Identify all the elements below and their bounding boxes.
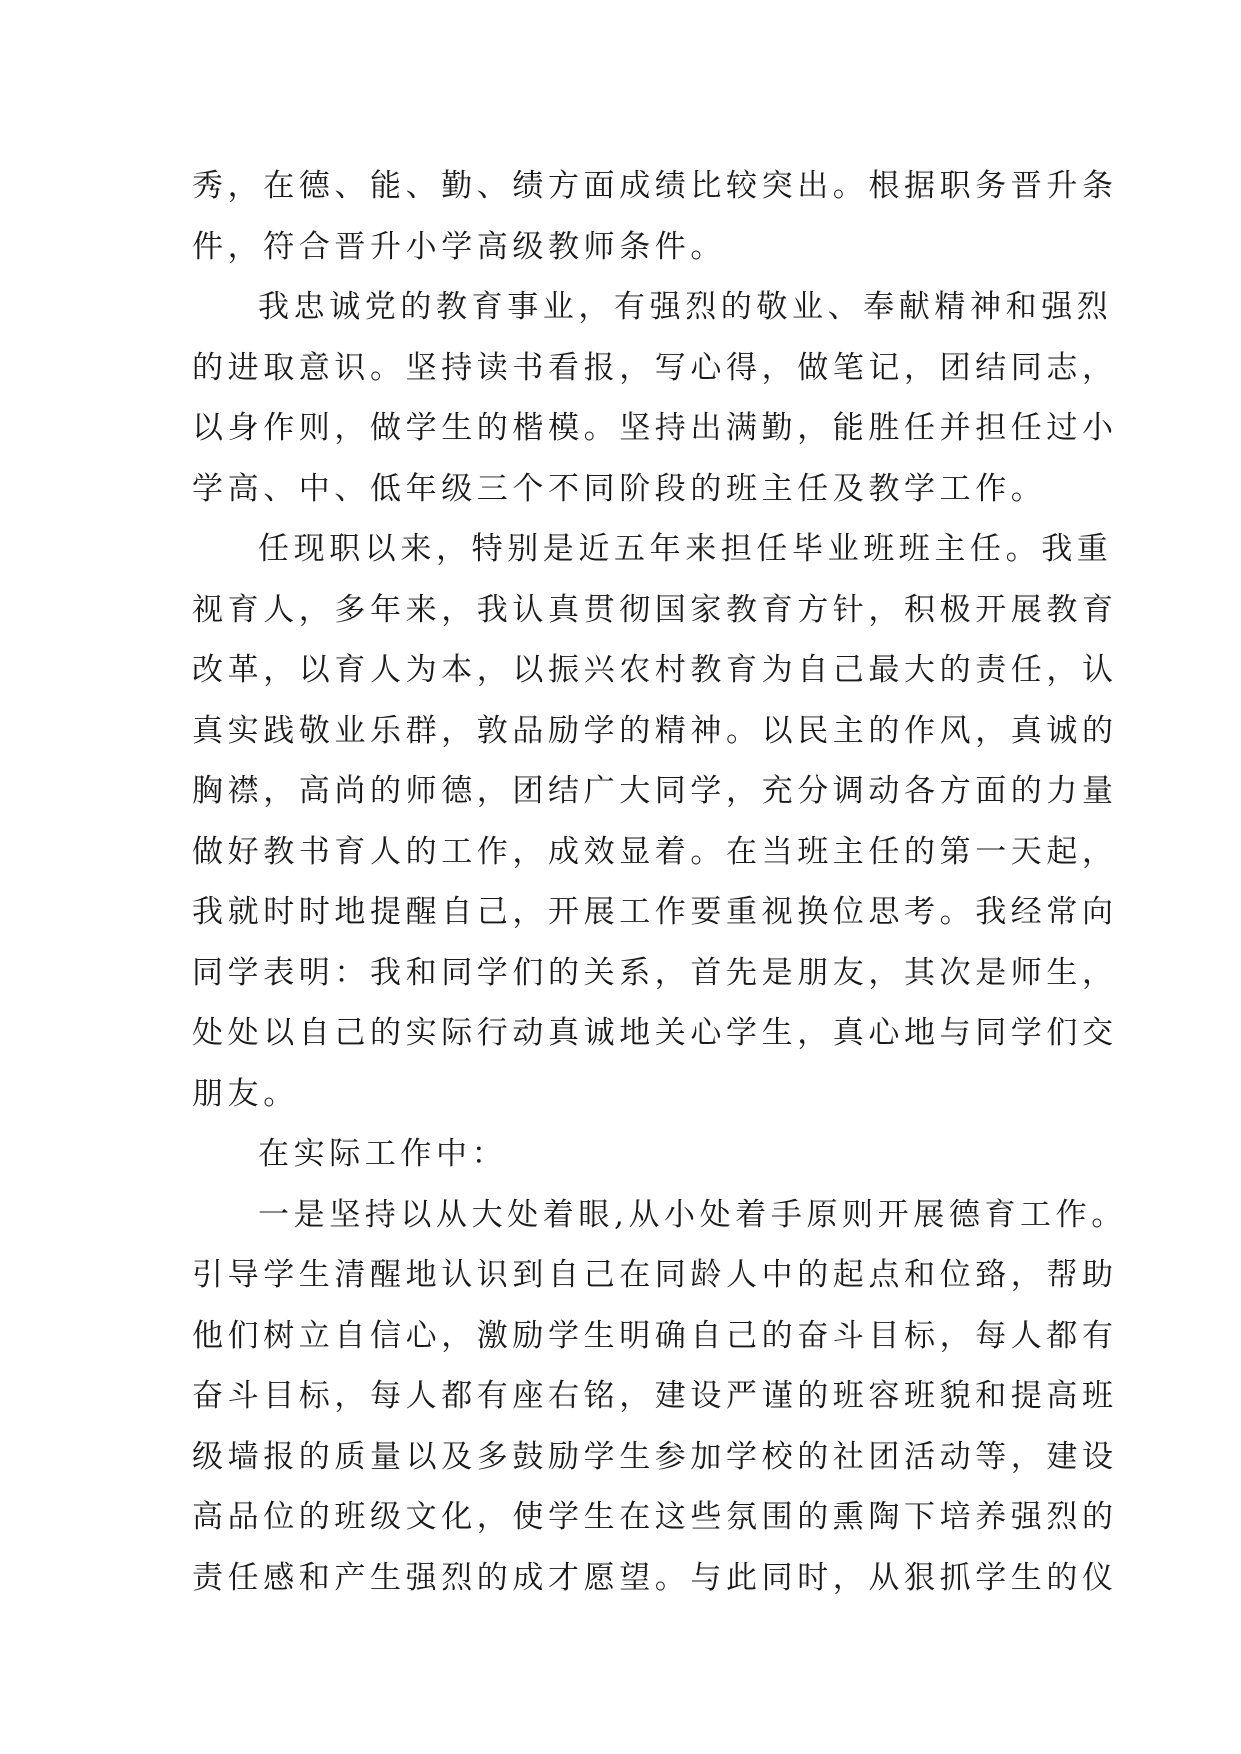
- document-body: [192, 156, 1127, 1608]
- text-line: 真实践敬业乐群，敦品励学的精神。以民主的作风，真诚的: [192, 712, 1118, 749]
- text-line: 秀，在德、能、勤、绩方面成绩比较突出。根据职务晋升条: [192, 168, 1118, 204]
- text-line: 胸襟，高尚的师德，团结广大同学，充分调动各方面的力量: [192, 773, 1118, 809]
- text-line: 视育人，多年来，我认真贯彻国家教育方针，积极开展教育: [192, 591, 1118, 628]
- text-line: 任现职以来，特别是近五年来担任毕业班班主任。我重: [258, 531, 1113, 567]
- text-line: 责任感和产生强烈的成才愿望。与此同时，从狠抓学生的仪: [192, 1559, 1118, 1596]
- text-line: 做好教书育人的工作，成效显着。在当班主任的第一天起，: [192, 833, 1118, 870]
- text-line: 以身作则，做学生的楷模。坚持出满勤，能胜任并担任过小: [192, 410, 1118, 446]
- text-line: 他们树立自信心，激励学生明确自己的奋斗目标，每人都有: [192, 1317, 1118, 1354]
- text-line: 改革，以育人为本，以振兴农村教育为自己最大的责任，认: [192, 652, 1118, 688]
- text-line: 在实际工作中：: [258, 1136, 508, 1172]
- text-line: 引导学生清醒地认识到自己在同龄人中的起点和位臵，帮助: [192, 1257, 1118, 1293]
- text-line: 朋友。: [192, 1075, 299, 1112]
- text-line: 我忠诚党的教育事业，有强烈的敬业、奉献精神和强烈: [258, 289, 1113, 325]
- text-line: 一是坚持以从大处着眼,从小处着手原则开展德育工作。: [258, 1196, 1127, 1233]
- text-line: 奋斗目标，每人都有座右铭，建设严谨的班容班貌和提高班: [192, 1378, 1118, 1414]
- text-line: 处处以自己的实际行动真诚地关心学生，真心地与同学们交: [192, 1015, 1118, 1051]
- text-line: 的进取意识。坚持读书看报，写心得，做笔记，团结同志，: [192, 349, 1118, 386]
- text-line: 高品位的班级文化，使学生在这些氛围的熏陶下培养强烈的: [192, 1499, 1118, 1535]
- text-line: 件，符合晋升小学高级教师条件。: [192, 228, 726, 265]
- text-line: 我就时时地提醒自己，开展工作要重视换位思考。我经常向: [192, 894, 1118, 930]
- text-line: 级墙报的质量以及多鼓励学生参加学校的社团活动等，建设: [192, 1438, 1118, 1475]
- text-line: 同学表明：我和同学们的关系，首先是朋友，其次是师生，: [192, 954, 1118, 991]
- text-line: 学高、中、低年级三个不同阶段的班主任及教学工作。: [192, 470, 1047, 507]
